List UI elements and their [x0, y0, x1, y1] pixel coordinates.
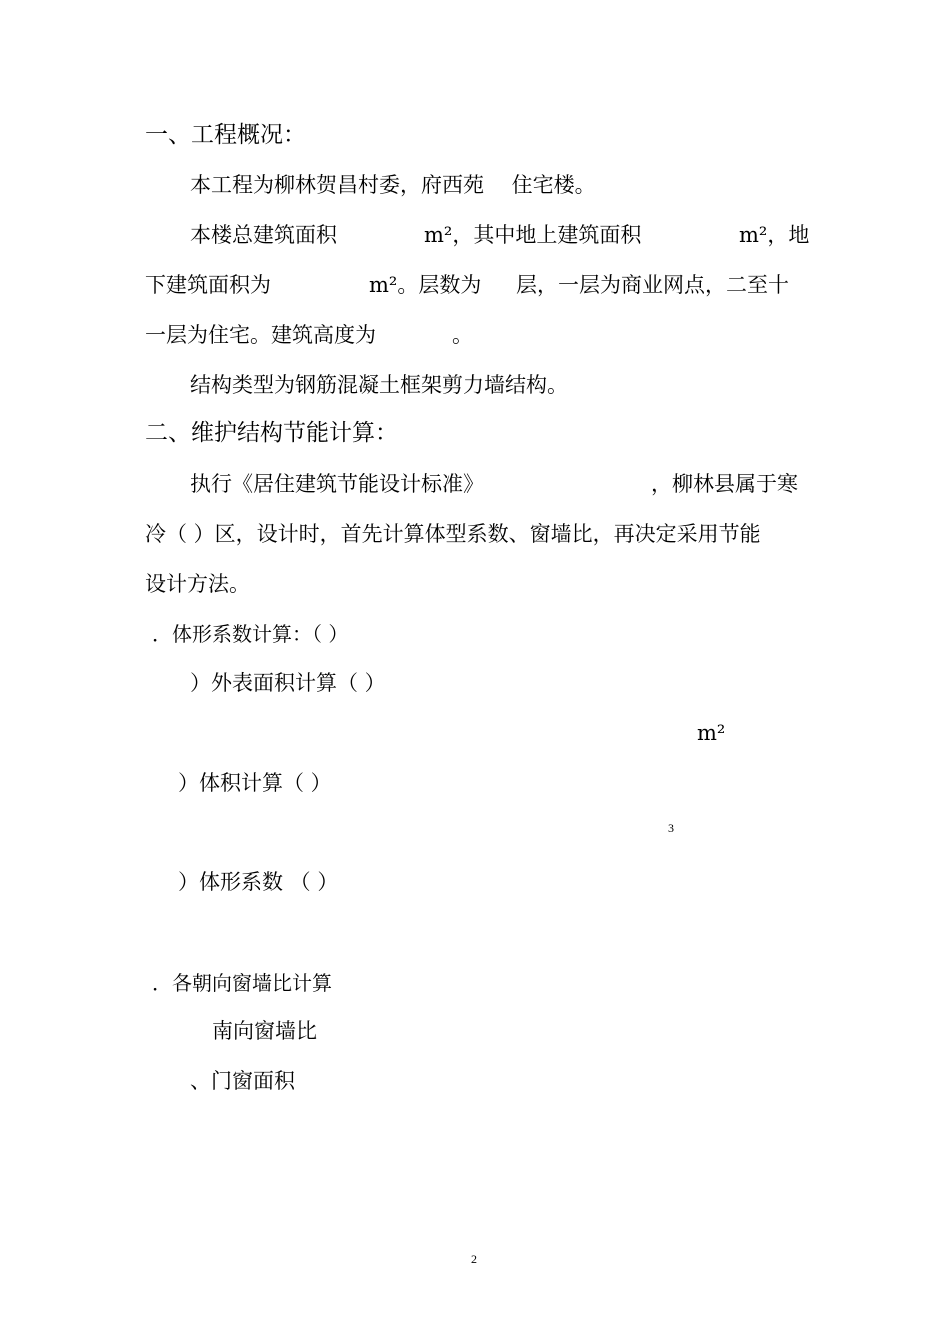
building-height-label: 一层为住宅。建筑高度为 — [145, 323, 376, 347]
surface-area-item: ）外表面积计算（ ） — [190, 671, 386, 695]
total-area-unit: m²，其中地上建筑面积 — [424, 223, 642, 247]
window-wall-ratio-heading: ．各朝向窗墙比计算 — [152, 971, 332, 995]
design-method-line: 冷（ ）区，设计时，首先计算体型系数、窗墙比，再决定采用节能 — [145, 522, 761, 546]
south-window-wall-ratio: 南向窗墙比 — [212, 1019, 317, 1043]
building-height-end: 。 — [452, 323, 473, 347]
design-method-end: 设计方法。 — [145, 572, 250, 596]
volume-item: ）体积计算（ ） — [178, 771, 332, 795]
structure-type-line: 结构类型为钢筋混凝土框架剪力墙结构。 — [190, 373, 568, 397]
shape-coefficient-heading: ．体形系数计算：（ ） — [152, 622, 349, 646]
standard-line: 执行《居住建筑节能设计标准》 — [190, 472, 484, 496]
page-number: 2 — [471, 1252, 477, 1266]
floors-description: 层，一层为商业网点，二至十 — [516, 273, 789, 297]
volume-unit: 3 — [668, 821, 674, 835]
section-heading-energy: 二、维护结构节能计算： — [145, 420, 398, 446]
above-ground-area-unit: m²，地 — [739, 223, 810, 247]
shape-coefficient-item: ）体形系数 （ ） — [178, 870, 339, 894]
floors-label: m²。层数为 — [369, 273, 482, 297]
section-heading-overview: 一、工程概况： — [145, 122, 306, 148]
door-window-area: 、门窗面积 — [190, 1069, 295, 1093]
underground-area-label: 下建筑面积为 — [145, 273, 271, 297]
surface-area-unit: m² — [697, 721, 726, 745]
climate-zone-line: ，柳林县属于寒 — [651, 472, 798, 496]
total-area-label: 本楼总建筑面积 — [190, 223, 337, 247]
project-line: 本工程为柳林贺昌村委，府西苑 住宅楼。 — [190, 173, 596, 197]
